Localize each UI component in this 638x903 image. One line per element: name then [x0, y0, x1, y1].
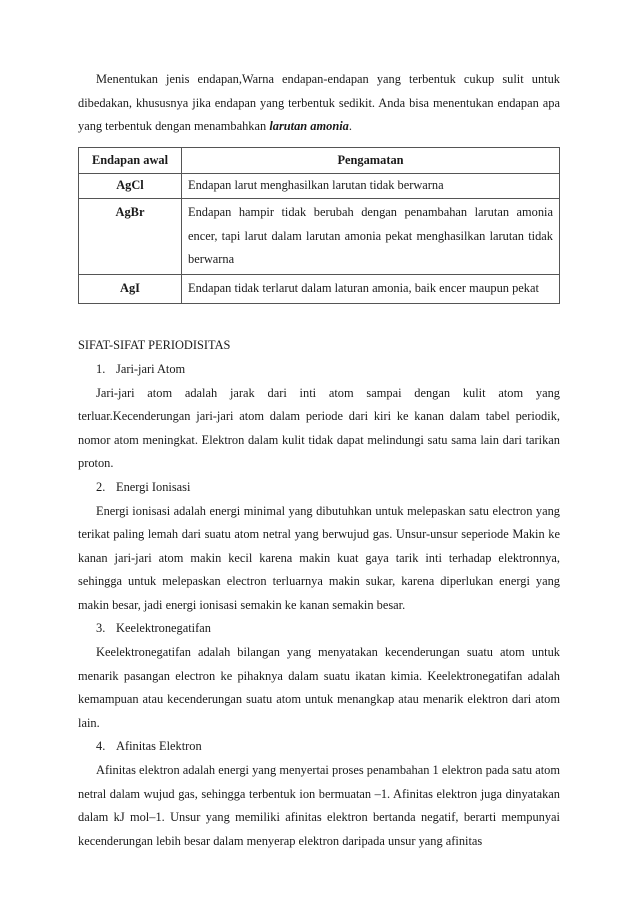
list-item-label: Afinitas Elektron — [116, 739, 202, 754]
section-heading: SIFAT-SIFAT PERIODISITAS — [78, 338, 231, 353]
document-page — [78, 68, 560, 853]
table-header-row — [79, 147, 560, 174]
intro-emphasis: larutan amonia — [269, 119, 349, 134]
list-item-title — [78, 476, 560, 500]
section-paragraph: Jari-jari atom adalah jarak dari inti atom sampai dengan kulit atom yang terluar.Kecenderungan jari-jari atom dalam periode dari kiri ke kanan dalam tabel periodik, nomor atom meningkat. Elektron dalam kulit tidak dapat melindungi satu sama lain dari tarikan proton. — [78, 385, 560, 471]
list-item-label: Energi Ionisasi — [116, 479, 191, 494]
list-item-title — [78, 735, 560, 759]
list-item-label: Keelektronegatifan — [116, 621, 211, 636]
list-item-title — [78, 358, 560, 382]
table-row — [79, 174, 560, 199]
section-paragraph: Energi ionisasi adalah energi minimal yang dibutuhkan untuk melepaskan satu electron yang terikat paling lemah dari suatu atom netral yang berwujud gas. Unsur-unsur seperiode Makin ke kanan jari-jari atom makin kecil karena makin kuat gaya tarik inti terhadap elektronnya, sehingga untuk melepaskan electron terluarnya makin sukar, karena diperlukan energi yang makin besar, jadi energi ionisasi semakin ke kanan semakin besar. — [78, 503, 560, 612]
table-cell-observation: Endapan larut menghasilkan larutan tidak berwarna — [182, 174, 560, 199]
precipitate-table — [78, 147, 560, 305]
list-item-number: 2. — [96, 479, 106, 494]
table-cell-name: AgI — [79, 274, 182, 304]
table-header-endapan: Endapan awal — [79, 147, 182, 174]
table-cell-observation: Endapan hampir tidak berubah dengan penambahan larutan amonia encer, tapi larut dalam larutan amonia pekat menghasilkan larutan tidak berwarna — [182, 198, 560, 274]
list-item-number: 1. — [96, 361, 106, 376]
intro-paragraph — [78, 68, 560, 139]
table-cell-name: AgCl — [79, 174, 182, 199]
table-cell-observation: Endapan tidak terlarut dalam laturan amonia, baik encer maupun pekat — [182, 274, 560, 304]
intro-text-end: . — [348, 119, 352, 134]
list-item-number: 4. — [96, 739, 106, 754]
list-item-label: Jari-jari Atom — [116, 361, 186, 376]
table-header-pengamatan: Pengamatan — [182, 147, 560, 174]
table-row — [79, 274, 560, 304]
list-item-title — [78, 617, 560, 641]
intro-text: Menentukan jenis endapan,Warna endapan-endapan yang terbentuk cukup sulit untuk dibedakan, khususnya jika endapan yang terbentuk sedikit. Anda bisa menentukan endapan apa yang terbentuk dengan menambahkan — [78, 72, 560, 134]
list-item-number: 3. — [96, 621, 106, 636]
table-row — [79, 198, 560, 274]
section-paragraph: Keelektronegatifan adalah bilangan yang menyatakan kecenderungan suatu atom untuk menarik pasangan electron ke pihaknya dalam suatu ikatan kimia. Keelektronegatifan adalah kemampuan atau kecenderungan suatu atom untuk menangkap atau menarik elektron dari atom lain. — [78, 645, 560, 730]
section-paragraph: Afinitas elektron adalah energi yang menyertai proses penambahan 1 elektron pada satu atom netral dalam wujud gas, sehingga terbentuk ion bermuatan –1. Afinitas elektron juga dinyatakan dalam kJ mol–1. Unsur yang memiliki afinitas elektron bertanda negatif, berarti mempunyai kecenderungan lebih besar dalam menyerap elektron daripada unsur yang afinitas — [78, 763, 560, 848]
table-cell-name: AgBr — [79, 198, 182, 274]
